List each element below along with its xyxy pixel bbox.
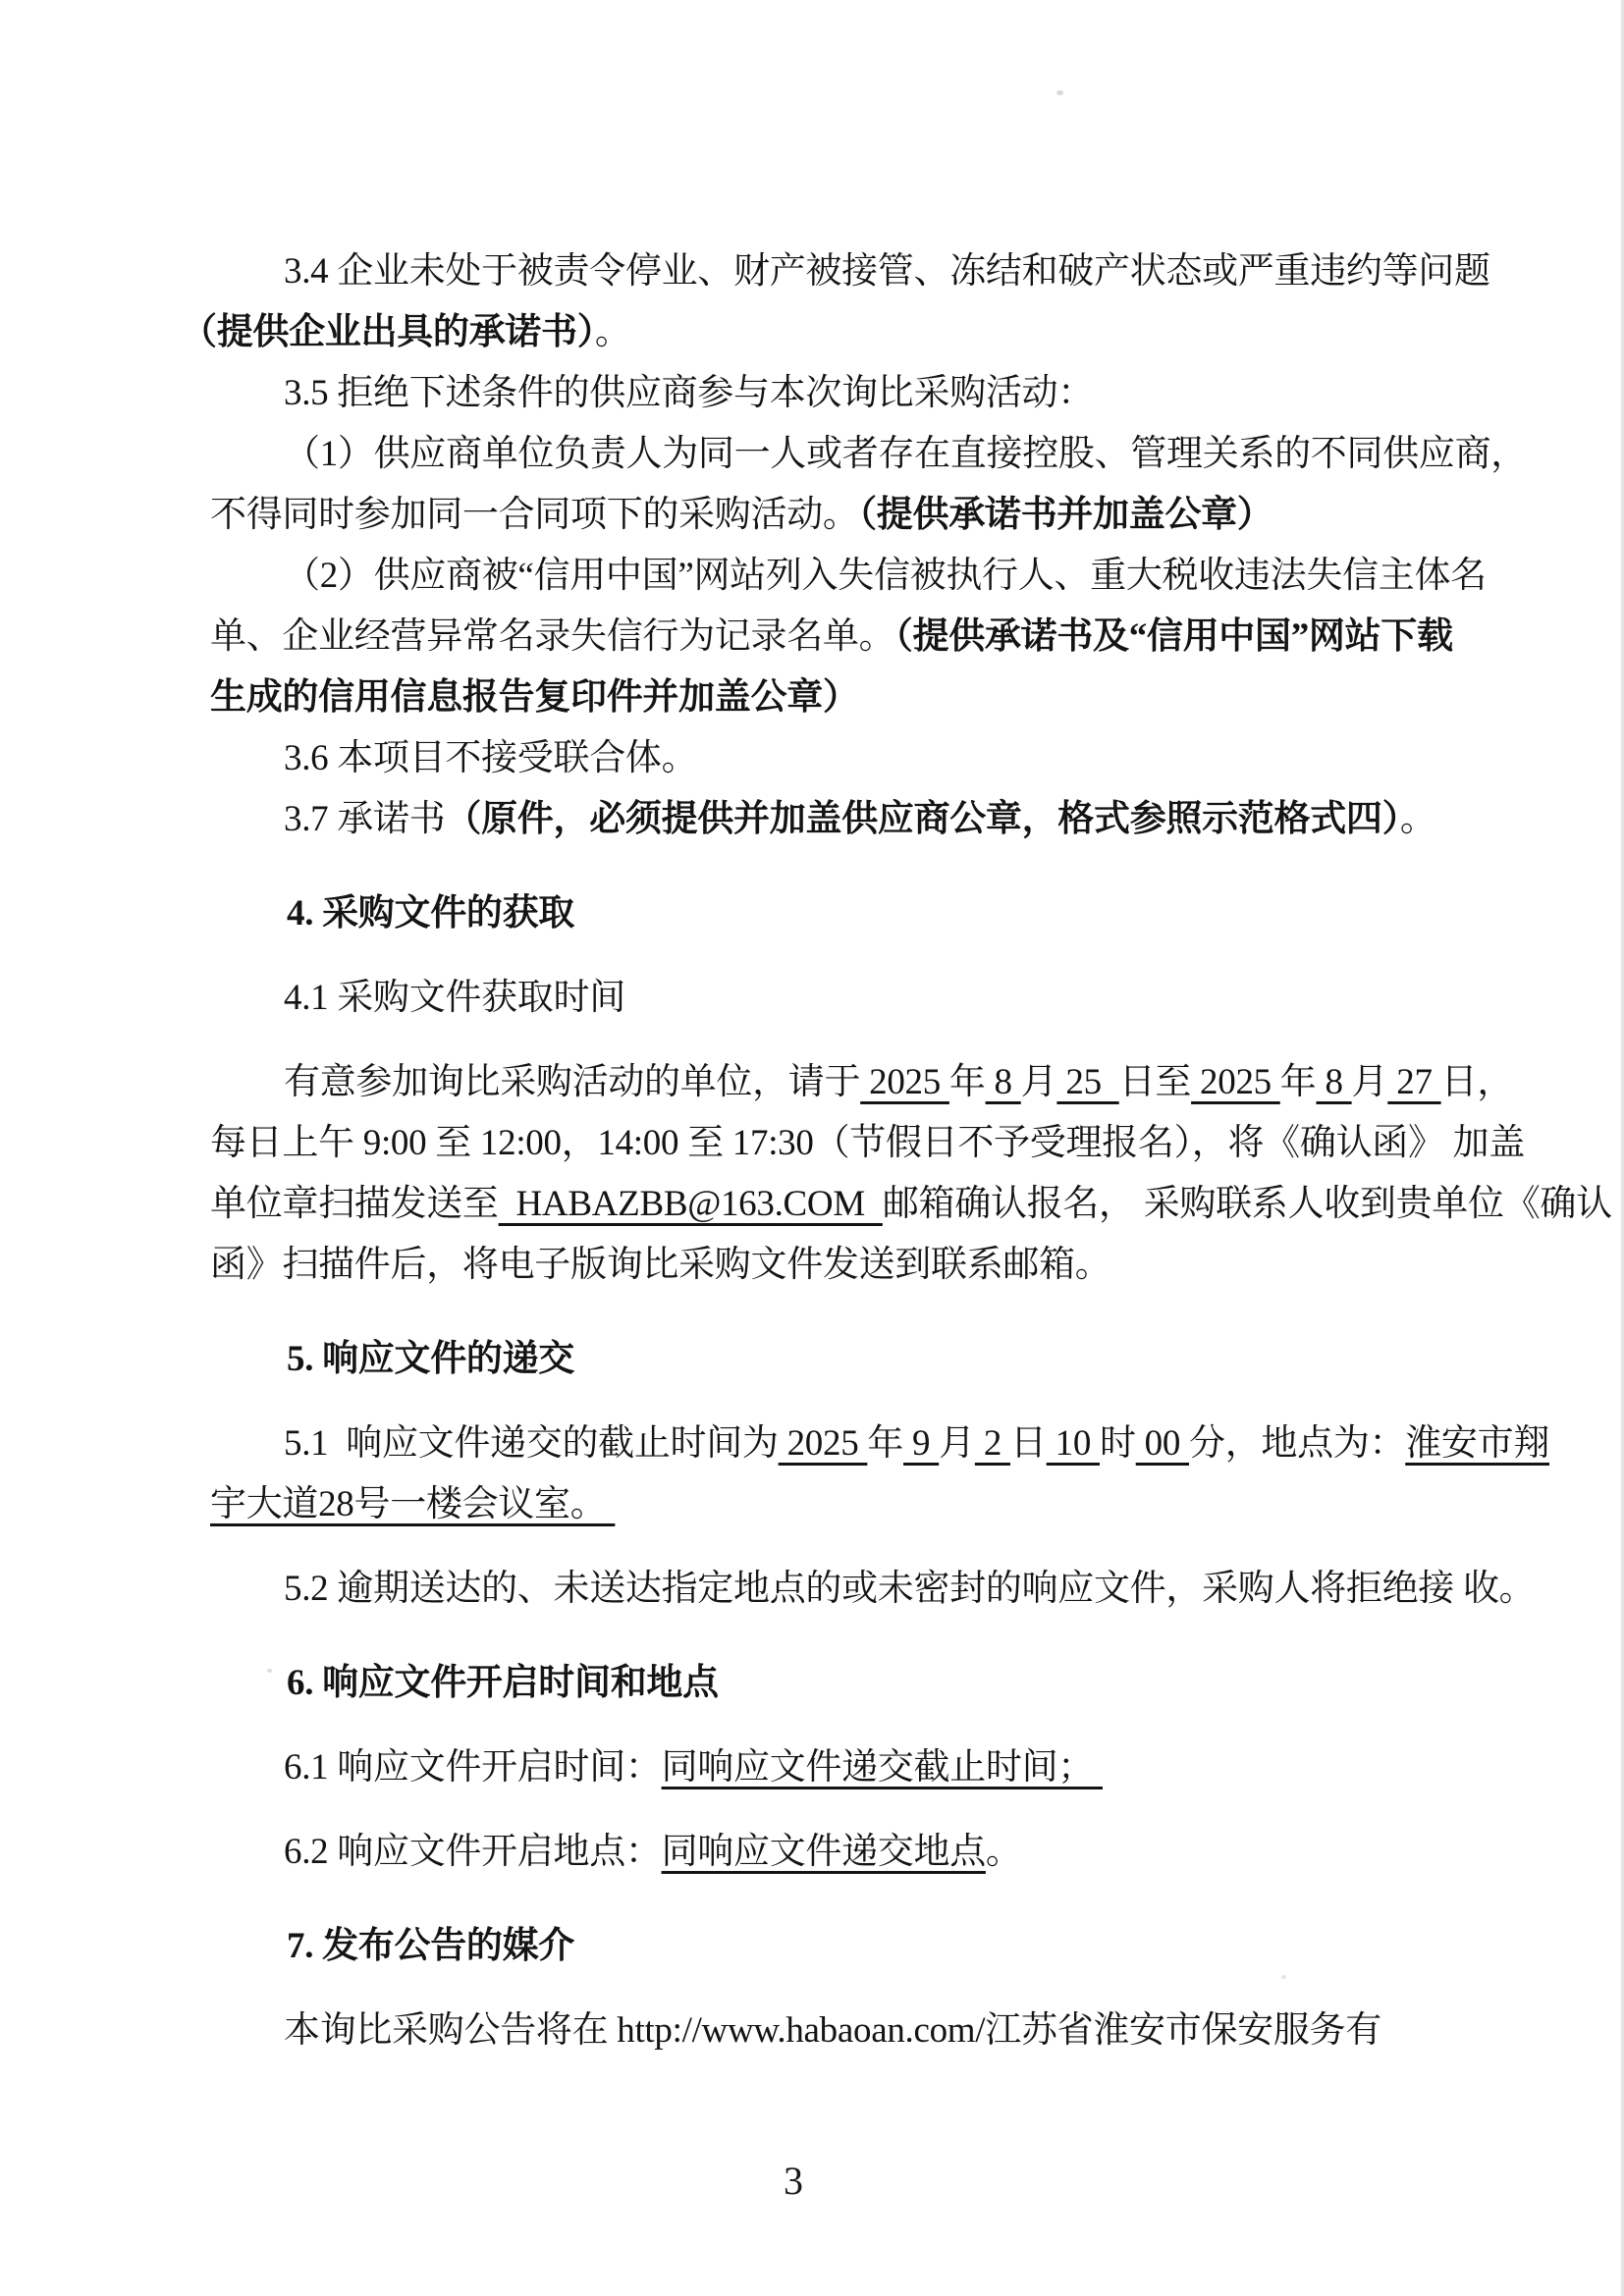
clause-3-6 xyxy=(210,728,1492,789)
clause-5-1-cont xyxy=(210,1474,1492,1535)
text-segment: 3.7 承诺书 xyxy=(284,799,446,839)
clause-3-5-item-1 xyxy=(210,424,1527,485)
text-segment: 本询比采购公告将在 http://www.habaoan.com/江苏省淮安市保安服务有 xyxy=(284,2010,1381,2051)
bold-text: 生成的信用信息报告复印件并加盖公章） xyxy=(210,677,859,718)
document-lines xyxy=(181,241,1612,2061)
text-segment: 不得同时参加同一合同项下的采购活动。 xyxy=(210,495,859,535)
clause-5-1 xyxy=(210,1414,1550,1474)
underlined-text: 淮安市翔 xyxy=(1405,1423,1550,1464)
para-4-1-line-4 xyxy=(210,1235,1492,1296)
scan-speck xyxy=(1056,90,1063,95)
text-segment: 5. 响应文件的递交 xyxy=(287,1339,574,1379)
text-segment: 3.4 企业未处于被责令停业、财产被接管、冻结和破产状态或严重违约等问题 xyxy=(284,251,1490,292)
para-4-1-line-3 xyxy=(210,1174,1612,1235)
clause-3-7 xyxy=(210,789,1492,850)
clause-3-5-item-1-cont xyxy=(210,485,1492,546)
scan-speck xyxy=(1281,1975,1286,1979)
para-4-1-line-1 xyxy=(210,1052,1514,1113)
underlined-text: 9 xyxy=(903,1423,940,1464)
para-7-line-1 xyxy=(210,2001,1492,2061)
bold-text: （提供企业出具的承诺书） xyxy=(181,312,595,352)
clause-3-4-cont xyxy=(181,302,1492,363)
text-segment: 年 xyxy=(1279,1062,1317,1102)
underlined-text: 2025 xyxy=(1191,1062,1280,1102)
page-number: 3 xyxy=(784,2159,803,2203)
clause-5-2 xyxy=(210,1559,1536,1620)
clause-3-5-item-2 xyxy=(210,546,1492,607)
text-segment: （1）供应商单位负责人为同一人或者存在直接控股、管理关系的不同供应商， xyxy=(284,434,1527,474)
underlined-text: 2 xyxy=(974,1423,1010,1464)
clause-3-4 xyxy=(210,241,1492,302)
clause-3-5-item-2-cont xyxy=(210,607,1492,667)
text-segment: 6.1 响应文件开启时间： xyxy=(284,1747,662,1788)
underlined-text: 10 xyxy=(1046,1423,1100,1464)
text-segment: 月 xyxy=(939,1423,975,1464)
text-segment: 4. 采购文件的获取 xyxy=(287,893,574,934)
text-segment: 年 xyxy=(948,1062,986,1102)
text-segment: 5.2 逾期送达的、未送达指定地点的或未密封的响应文件，采购人将拒绝接 收。 xyxy=(284,1569,1536,1609)
text-segment: 日， xyxy=(1440,1062,1514,1102)
para-4-1-line-2 xyxy=(210,1113,1526,1174)
text-segment: 每日上午 9:00 至 12:00，14:00 至 17:30（节假日不予受理报名），将《确认函》 加盖 xyxy=(210,1123,1526,1163)
section-7-heading xyxy=(210,1916,1492,1977)
text-segment: 有意参加询比采购活动的单位，请于 xyxy=(284,1062,861,1102)
text-segment: 年 xyxy=(867,1423,904,1464)
underlined-text: 8 xyxy=(1316,1062,1352,1102)
clause-6-1 xyxy=(210,1737,1492,1798)
underlined-text: 27 xyxy=(1387,1062,1441,1102)
section-6-heading xyxy=(210,1653,1492,1714)
text-segment: 月 xyxy=(1020,1062,1057,1102)
section-5-heading xyxy=(210,1329,1492,1390)
text-segment: 6. 响应文件开启时间和地点 xyxy=(287,1663,719,1703)
underlined-text: HABAZBB@163.COM xyxy=(498,1184,883,1224)
text-segment: 日至 xyxy=(1118,1062,1192,1102)
text-segment: 7. 发布公告的媒介 xyxy=(287,1926,574,1966)
underlined-text: 25 xyxy=(1056,1062,1119,1102)
underlined-text: 00 xyxy=(1135,1423,1190,1464)
text-segment: 。 xyxy=(1399,799,1436,839)
text-segment: 。 xyxy=(594,312,631,352)
clause-3-5 xyxy=(210,363,1492,424)
text-segment: 5.1 响应文件递交的截止时间为 xyxy=(284,1423,779,1464)
text-segment: 函》扫描件后，将电子版询比采购文件发送到联系邮箱。 xyxy=(210,1245,1111,1285)
text-segment: 单位章扫描发送至 xyxy=(210,1184,499,1224)
underlined-text: 同响应文件递交地点 xyxy=(661,1832,986,1872)
bold-text: （提供承诺书及“信用中国”网站下载 xyxy=(894,616,1453,657)
text-segment: 月 xyxy=(1351,1062,1388,1102)
text-segment: 分，地点为： xyxy=(1189,1423,1406,1464)
scan-speck xyxy=(267,1669,272,1673)
underlined-text: 宇大道28号一楼会议室。 xyxy=(210,1484,616,1524)
text-segment: 日 xyxy=(1009,1423,1047,1464)
clause-6-2 xyxy=(210,1822,1492,1883)
text-segment: 3.6 本项目不接受联合体。 xyxy=(284,738,698,778)
bold-text: （提供承诺书并加盖公章） xyxy=(858,495,1273,535)
text-segment: 4.1 采购文件获取时间 xyxy=(284,978,625,1018)
underlined-text: 8 xyxy=(985,1062,1021,1102)
text-segment: 时 xyxy=(1100,1423,1136,1464)
underlined-text: 同响应文件递交截止时间； xyxy=(661,1747,1103,1788)
text-segment: 邮箱确认报名， 采购联系人收到贵单位《确认 xyxy=(882,1184,1612,1224)
text-segment: （2）供应商被“信用中国”网站列入失信被执行人、重大税收违法失信主体名 xyxy=(284,556,1487,596)
clause-3-5-item-2-cont2 xyxy=(210,667,1492,728)
text-segment: 6.2 响应文件开启地点： xyxy=(284,1832,662,1872)
bold-text: （原件，必须提供并加盖供应商公章，格式参照示范格式四） xyxy=(445,799,1400,839)
text-segment: 3.5 拒绝下述条件的供应商参与本次询比采购活动： xyxy=(284,373,1094,413)
clause-4-1 xyxy=(210,968,1492,1029)
text-segment: 。 xyxy=(985,1832,1022,1872)
section-4-heading xyxy=(210,883,1492,944)
text-segment: 单、企业经营异常名录失信行为记录名单。 xyxy=(210,616,895,657)
underlined-text: 2025 xyxy=(860,1062,949,1102)
underlined-text: 2025 xyxy=(778,1423,868,1464)
